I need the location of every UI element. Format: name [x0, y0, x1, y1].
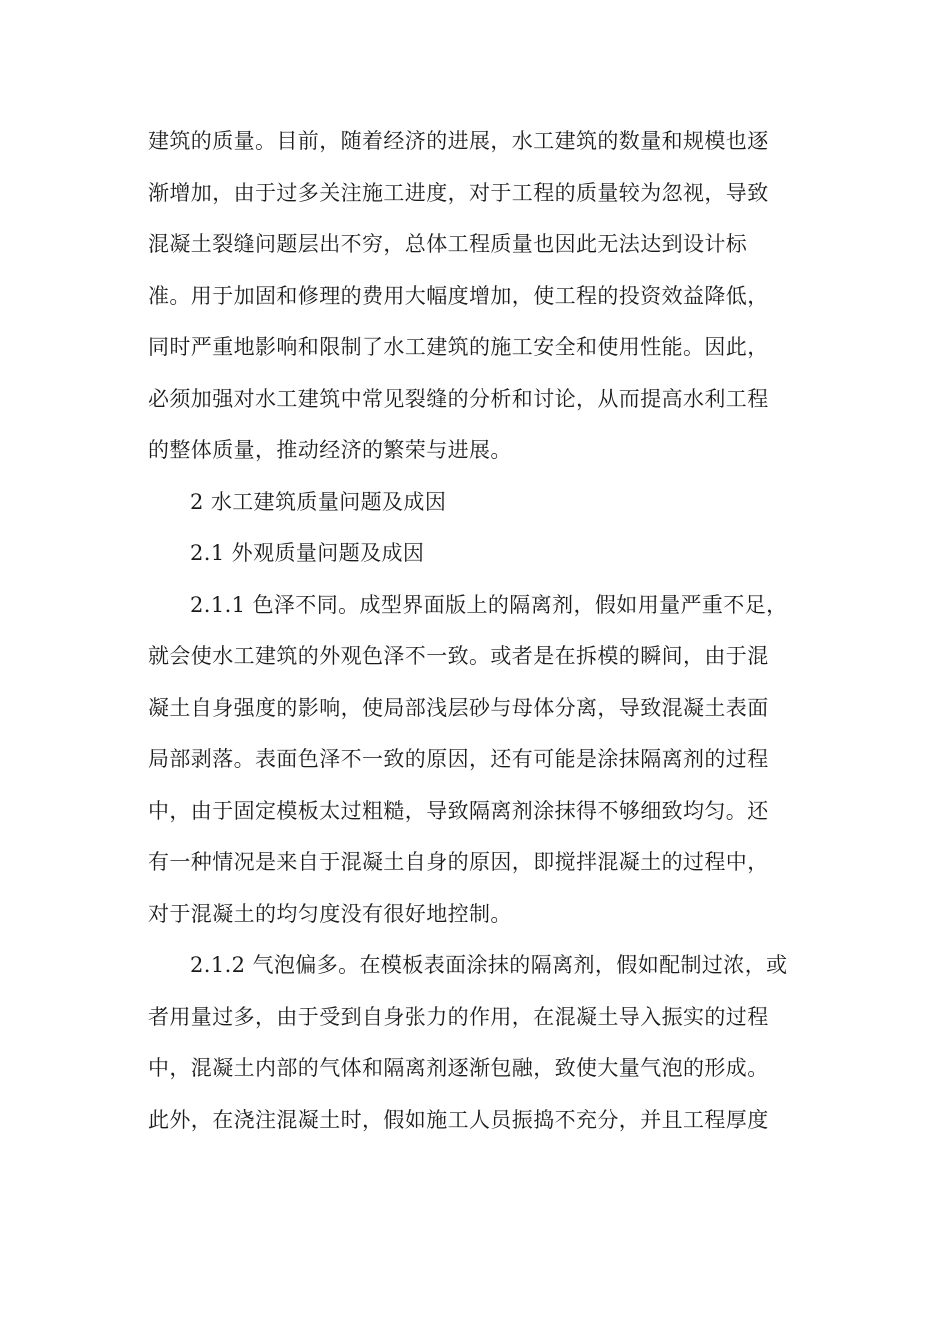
text-line: 中，混凝土内部的气体和隔离剂逐渐包融，致使大量气泡的形成。	[148, 1056, 769, 1080]
text-line: 对于混凝土的均匀度没有很好地控制。	[148, 901, 512, 926]
text-line: 的整体质量，推动经济的繁荣与进展。	[148, 438, 512, 462]
paragraph-first-line: 2.1 外观质量问题及成因	[190, 541, 425, 565]
text-line: 有一种情况是来自于混凝土自身的原因，即搅拌混凝土的过程中，	[148, 850, 769, 874]
paragraph-first-line: 2.1.1 色泽不同。成型界面版上的隔离剂，假如用量严重不足，	[190, 592, 788, 617]
text-line: 同时严重地影响和限制了水工建筑的施工安全和使用性能。因此，	[148, 335, 769, 359]
text-line: 混凝土裂缝问题层出不穷，总体工程质量也因此无法达到设计标	[148, 232, 748, 256]
paragraph-first-line: 2 水工建筑质量问题及成因	[190, 489, 447, 514]
text-line: 渐增加，由于过多关注施工进度，对于工程的质量较为忽视，导致	[148, 180, 769, 205]
text-line: 就会使水工建筑的外观色泽不一致。或者是在拆模的瞬间，由于混	[148, 644, 769, 668]
text-line: 建筑的质量。目前，随着经济的进展，水工建筑的数量和规模也逐	[148, 129, 769, 153]
body-text	[148, 116, 804, 1146]
text-line: 凝土自身强度的影响，使局部浅层砂与母体分离，导致混凝土表面	[148, 695, 769, 720]
text-line: 局部剥落。表面色泽不一致的原因，还有可能是涂抹隔离剂的过程	[148, 747, 769, 771]
text-line: 准。用于加固和修理的费用大幅度增加，使工程的投资效益降低，	[148, 283, 769, 308]
paragraph-first-line: 2.1.2 气泡偏多。在模板表面涂抹的隔离剂，假如配制过浓，或	[190, 953, 788, 977]
text-line: 此外，在浇注混凝土时，假如施工人员振捣不充分，并且工程厚度	[148, 1107, 769, 1132]
text-line: 必须加强对水工建筑中常见裂缝的分析和讨论，从而提高水利工程	[148, 386, 769, 411]
text-line: 者用量过多，由于受到自身张力的作用，在混凝土导入振实的过程	[148, 1004, 769, 1029]
text-line: 中，由于固定模板太过粗糙，导致隔离剂涂抹得不够细致均匀。还	[148, 798, 769, 823]
